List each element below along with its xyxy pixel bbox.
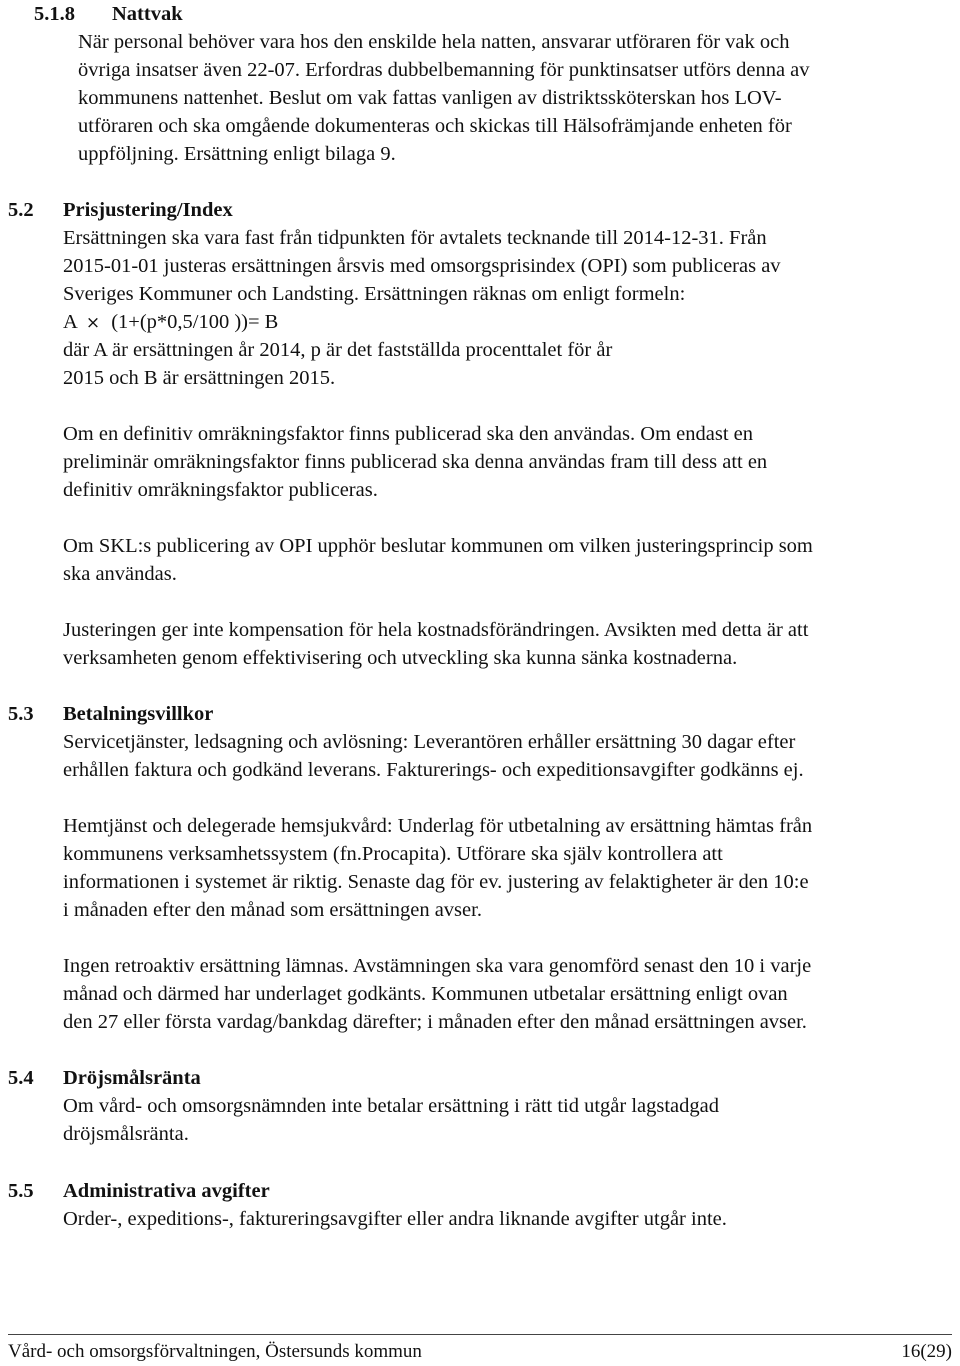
paragraph-line: månad och därmed har underlaget godkänts. Kommunen utbetalar ersättning enligt ovan bbox=[63, 983, 788, 1005]
paragraph-line: där A är ersättningen år 2014, p är det fastställda procenttalet för år bbox=[63, 339, 613, 361]
section-title-administrativa-avgifter: Administrativa avgifter bbox=[63, 1180, 270, 1202]
paragraph-line: Servicetjänster, ledsagning och avlösning: Leverantören erhåller ersättning 30 dagar efter bbox=[63, 731, 796, 753]
paragraph-line: 2015 och B är ersättningen 2015. bbox=[63, 367, 336, 389]
page-number: 16(29) bbox=[901, 1341, 952, 1362]
section-number-5-4: 5.4 bbox=[8, 1067, 34, 1089]
paragraph-line: definitiv omräkningsfaktor publiceras. bbox=[63, 479, 378, 501]
paragraph-line: När personal behöver vara hos den enskilde hela natten, ansvarar utföraren för vak och bbox=[78, 31, 790, 53]
formula bbox=[63, 308, 278, 337]
paragraph-line: Om SKL:s publicering av OPI upphör beslutar kommunen om vilken justeringsprincip som bbox=[63, 535, 813, 557]
paragraph-line: informationen i systemet är riktig. Senaste dag för ev. justering av felaktigheter är den 10:e bbox=[63, 871, 809, 893]
paragraph-line: dröjsmålsränta. bbox=[63, 1123, 189, 1145]
section-title-prisjustering: Prisjustering/Index bbox=[63, 199, 233, 221]
footer-organization: Vård- och omsorgsförvaltningen, Östersunds kommun bbox=[8, 1341, 422, 1362]
paragraph-line: kommunens verksamhetssystem (fn.Procapita). Utförare ska själv kontrollera att bbox=[63, 843, 723, 865]
paragraph-line: den 27 eller första vardag/bankdag därefter; i månaden efter den månad ersättningen avser. bbox=[63, 1011, 807, 1033]
paragraph-line: kommunens nattenhet. Beslut om vak fattas vanligen av distriktssköterskan hos LOV- bbox=[78, 87, 782, 109]
paragraph-line: Om vård- och omsorgsnämnden inte betalar ersättning i rätt tid utgår lagstadgad bbox=[63, 1095, 720, 1117]
multiply-symbol: × bbox=[85, 313, 101, 333]
footer-divider bbox=[8, 1334, 952, 1335]
paragraph-line: Order-, expeditions-, faktureringsavgifter eller andra liknande avgifter utgår inte. bbox=[63, 1208, 727, 1230]
section-title-drojsmalsranta: Dröjsmålsränta bbox=[63, 1067, 201, 1089]
section-title-nattvak: Nattvak bbox=[112, 3, 183, 25]
paragraph-line: utföraren och ska omgående dokumenteras och skickas till Hälsofrämjande enheten för bbox=[78, 115, 792, 137]
paragraph-line: Justeringen ger inte kompensation för hela kostnadsförändringen. Avsikten med detta är att bbox=[63, 619, 809, 641]
paragraph-line: preliminär omräkningsfaktor finns publicerad ska denna användas fram till dess att en bbox=[63, 451, 768, 473]
paragraph-line: övriga insatser även 22-07. Erfordras dubbelbemanning för punktinsatser utförs denna av bbox=[78, 59, 810, 81]
formula-variable-a: A bbox=[63, 311, 77, 333]
paragraph-line: Om en definitiv omräkningsfaktor finns publicerad ska den användas. Om endast en bbox=[63, 423, 753, 445]
paragraph-line: Hemtjänst och delegerade hemsjukvård: Underlag för utbetalning av ersättning hämtas från bbox=[63, 815, 813, 837]
formula-expression: (1+(p*0,5/100 ))= B bbox=[111, 311, 279, 333]
paragraph-line: verksamheten genom effektivisering och utveckling ska kunna sänka kostnaderna. bbox=[63, 647, 738, 669]
section-title-betalningsvillkor: Betalningsvillkor bbox=[63, 703, 214, 725]
paragraph-line: 2015-01-01 justeras ersättningen årsvis med omsorgsprisindex (OPI) som publiceras av bbox=[63, 255, 781, 277]
paragraph-line: Ersättningen ska vara fast från tidpunkten för avtalets tecknande till 2014-12-31. Från bbox=[63, 227, 767, 249]
section-number-5-3: 5.3 bbox=[8, 703, 34, 725]
section-number-5-2: 5.2 bbox=[8, 199, 34, 221]
paragraph-line: Sveriges Kommuner och Landsting. Ersättningen räknas om enligt formeln: bbox=[63, 283, 686, 305]
section-number-5-5: 5.5 bbox=[8, 1180, 34, 1202]
paragraph-line: ska användas. bbox=[63, 563, 177, 585]
paragraph-line: uppföljning. Ersättning enligt bilaga 9. bbox=[78, 143, 396, 165]
section-number-5-1-8: 5.1.8 bbox=[34, 3, 75, 25]
paragraph-line: erhållen faktura och godkänd leverans. Fakturerings- och expeditionsavgifter godkänns ej. bbox=[63, 759, 804, 781]
paragraph-line: i månaden efter den månad som ersättningen avser. bbox=[63, 899, 482, 921]
paragraph-line: Ingen retroaktiv ersättning lämnas. Avstämningen ska vara genomförd senast den 10 i varje bbox=[63, 955, 812, 977]
